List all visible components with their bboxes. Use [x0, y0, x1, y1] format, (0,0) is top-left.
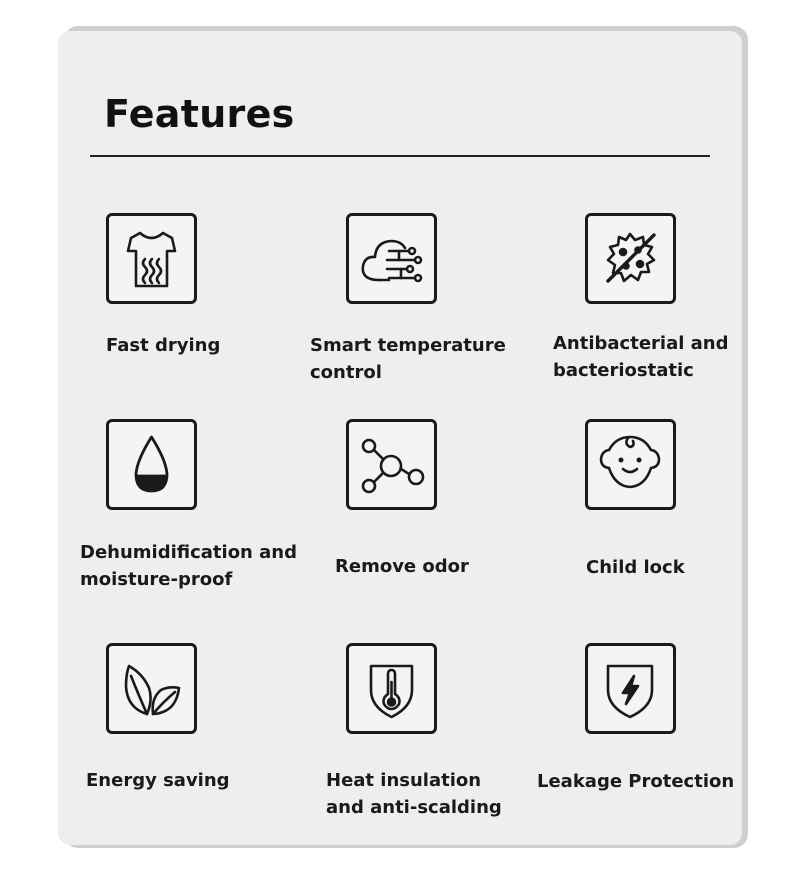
- cloud-circuit-icon: [346, 213, 437, 304]
- lightning-shield-icon: [585, 643, 676, 734]
- leaves-icon: [106, 643, 197, 734]
- shirt-drying-icon: [106, 213, 197, 304]
- divider: [90, 155, 710, 157]
- feature-label: Energy saving: [86, 770, 230, 791]
- bacteria-crossed-icon: [585, 213, 676, 304]
- feature-label: Dehumidification and moisture-proof: [80, 542, 297, 590]
- feature-label: Leakage Protection: [537, 771, 735, 792]
- thermometer-shield-icon: [346, 643, 437, 734]
- feature-label: Heat insulation and anti-scalding: [326, 770, 502, 818]
- molecule-icon: [346, 419, 437, 510]
- page-title: Features: [104, 92, 295, 136]
- feature-label: Smart temperature control: [310, 335, 506, 383]
- baby-face-icon: [585, 419, 676, 510]
- feature-label: Fast drying: [106, 335, 221, 356]
- water-drop-icon: [106, 419, 197, 510]
- feature-label: Antibacterial and bacteriostatic: [553, 333, 729, 381]
- feature-label: Remove odor: [335, 556, 469, 577]
- feature-label: Child lock: [586, 557, 685, 578]
